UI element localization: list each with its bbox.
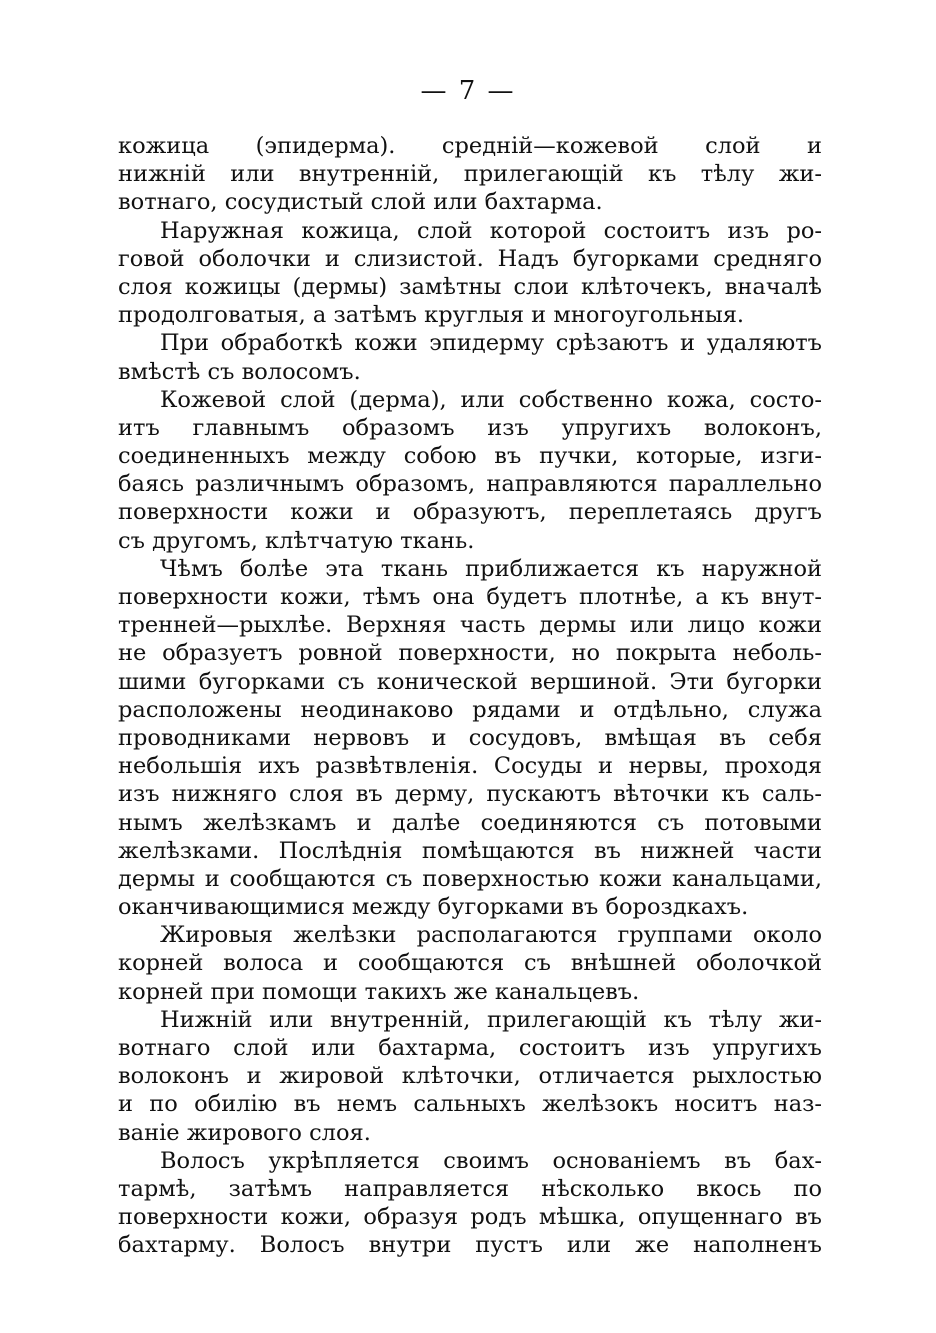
- text-line: При обработкѣ кожи эпидерму срѣзаютъ и удаляютъ: [160, 330, 822, 357]
- page-number: — 7 —: [420, 76, 516, 106]
- text-line: Наружная кожица, слой которой состоитъ изъ ро-: [160, 217, 822, 244]
- text-line: проводниками нервовъ и сосудовъ, вмѣщая въ себя: [118, 724, 822, 751]
- text-line: шими бугорками съ конической вершиной. Эти бугорки: [118, 668, 822, 695]
- text-line: желѣзками. Послѣднiя помѣщаются въ нижней части: [118, 837, 822, 864]
- text-line: Жировыя желѣзки располагаются группами около: [160, 922, 822, 949]
- text-line: расположены неодинаково рядами и отдѣльно, служа: [118, 696, 822, 723]
- text-line: нымъ желѣзкамъ и далѣе соединяются съ потовыми: [118, 809, 822, 836]
- text-line: Кожевой слой (дерма), или собственно кожа, состо-: [160, 386, 822, 413]
- text-line: нижнiй или внутреннiй, прилегающiй къ тѣлу жи-: [118, 161, 822, 188]
- text-line: и по обилiю въ немъ сальныхъ желѣзокъ носитъ наз-: [118, 1091, 822, 1118]
- body-text: [118, 132, 822, 1260]
- text-line: продолговатыя, а затѣмъ круглыя и многоугольныя.: [118, 302, 745, 329]
- text-line: съ другомъ, клѣтчатую ткань.: [118, 527, 475, 554]
- text-line: говой оболочки и слизистой. Надъ бугорками средняго: [118, 245, 822, 272]
- text-line: соединенныхъ между собою въ пучки, которые, изги-: [118, 443, 822, 470]
- text-line: Волосъ укрѣпляется своимъ основанiемъ въ бах-: [160, 1147, 822, 1174]
- text-line: корней волоса и сообщаются съ внѣшней оболочкой: [118, 950, 822, 977]
- text-line: дермы и сообщаются съ поверхностью кожи канальцами,: [118, 865, 822, 892]
- text-line: бахтарму. Волосъ внутри пустъ или же наполненъ: [118, 1232, 822, 1259]
- text-line: вмѣстѣ съ волосомъ.: [118, 358, 361, 385]
- text-line: слоя кожицы (дермы) замѣтны слои клѣточекъ, вначалѣ: [118, 273, 822, 300]
- text-line: небольшiя ихъ развѣтвленiя. Сосуды и нервы, проходя: [118, 753, 822, 780]
- text-line: тармѣ, затѣмъ направляется нѣсколько вкось по: [118, 1175, 822, 1202]
- text-line: вотнаго слой или бахтарма, состоитъ изъ упругихъ: [118, 1035, 822, 1061]
- text-line: волоконъ и жировой клѣточки, отличается рыхлостью: [118, 1063, 822, 1090]
- text-line: не образуетъ ровной поверхности, но покрыта неболь-: [118, 640, 822, 667]
- text-line: Нижнiй или внутреннiй, прилегающiй къ тѣлу жи-: [160, 1006, 822, 1033]
- text-line: баясь различнымъ образомъ, направляются параллельно: [118, 471, 822, 498]
- text-line: оканчивающимися между бугорками въ бороздкахъ.: [118, 894, 749, 921]
- text-line: поверхности кожи, образуя родъ мѣшка, опущеннаго въ: [118, 1204, 822, 1231]
- text-line: корней при помощи такихъ же канальцевъ.: [118, 978, 640, 1005]
- text-line: ванiе жирового слоя.: [118, 1119, 371, 1146]
- text-line: поверхности кожи и образуютъ, переплетаясь другъ: [118, 499, 822, 526]
- text-line: тренней—рыхлѣе. Верхняя часть дермы или лицо кожи: [118, 612, 822, 639]
- text-line: изъ нижняго слоя въ дерму, пускаютъ вѣточки къ саль-: [118, 781, 822, 808]
- text-line: Чѣмъ болѣе эта ткань приближается къ наружной: [160, 555, 822, 582]
- text-line: вотнаго, сосудистый слой или бахтарма.: [118, 189, 603, 216]
- text-line: итъ главнымъ образомъ изъ упругихъ волоконъ,: [118, 414, 822, 441]
- text-line: кожица (эпидерма). среднiй—кожевой слой и: [118, 133, 822, 159]
- text-line: поверхности кожи, тѣмъ она будетъ плотнѣе, а къ внут-: [118, 584, 822, 610]
